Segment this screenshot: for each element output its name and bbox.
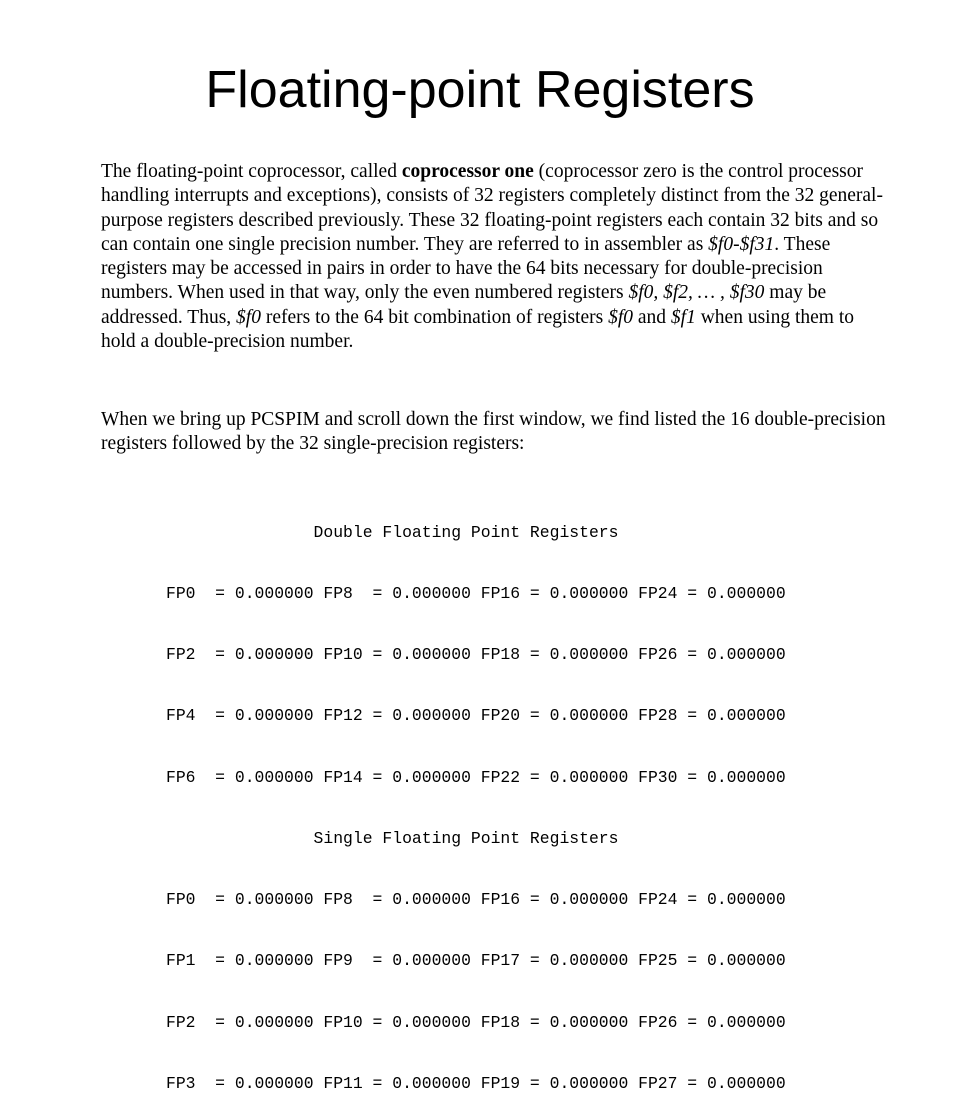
para-text: may be addressed. Thus, <box>101 282 827 328</box>
para-text: and <box>633 306 671 328</box>
double-register-row: FP0 = 0.000000 FP8 = 0.000000 FP16 = 0.000000 FP24 = 0.000000 <box>166 584 786 604</box>
para-text: . These registers may be accessed in pairs in order to have the 64 bits necessary for double-precision numbers. When used in that way, only the even numbered registers <box>101 233 831 304</box>
para-text: (coprocessor zero is the control processor handling interrupts and exceptions), consists of 32 registers completely distinct from the 32 general-purpose registers described previously. These 32 floating-point registers each contain 32 bits and so can contain one single precision number. They are referred to in assembler as <box>101 161 883 255</box>
single-registers-heading: Single Floating Point Registers <box>166 828 619 848</box>
register-name: $f0 <box>608 306 634 328</box>
single-register-row: FP3 = 0.000000 FP11 = 0.000000 FP19 = 0.000000 FP27 = 0.000000 <box>166 1073 786 1093</box>
para-text: The floating-point coprocessor, called <box>101 161 402 182</box>
double-register-row: FP2 = 0.000000 FP10 = 0.000000 FP18 = 0.000000 FP26 = 0.000000 <box>166 645 786 665</box>
slide-title: Floating-point Registers <box>205 61 755 119</box>
register-range: $f0-$f31 <box>708 233 775 255</box>
double-register-row: FP6 = 0.000000 FP14 = 0.000000 FP22 = 0.000000 FP30 = 0.000000 <box>166 767 786 787</box>
term-coprocessor-one: coprocessor one <box>401 161 534 182</box>
single-register-row: FP0 = 0.000000 FP8 = 0.000000 FP16 = 0.000000 FP24 = 0.000000 <box>166 890 786 910</box>
single-register-row: FP2 = 0.000000 FP10 = 0.000000 FP18 = 0.000000 FP26 = 0.000000 <box>166 1012 786 1032</box>
register-name: $f1 <box>670 306 696 328</box>
body-paragraph-pcspim: When we bring up PCSPIM and scroll down the first window, we find listed the 16 double-precision registers followed by the 32 single-precision registers: <box>101 409 886 455</box>
register-dump <box>166 482 866 1115</box>
double-registers-heading: Double Floating Point Registers <box>166 522 619 542</box>
single-register-row: FP1 = 0.000000 FP9 = 0.000000 FP17 = 0.000000 FP25 = 0.000000 <box>166 951 786 971</box>
double-register-row: FP4 = 0.000000 FP12 = 0.000000 FP20 = 0.000000 FP28 = 0.000000 <box>166 706 786 726</box>
register-name: $f0 <box>236 306 261 328</box>
body-paragraph-coprocessor <box>101 160 891 354</box>
para-text: refers to the 64 bit combination of registers <box>260 306 609 328</box>
even-register-list: $f0, $f2, … , $f30 <box>628 282 765 304</box>
para-text: when using them to hold a double-precision number. <box>101 306 854 353</box>
